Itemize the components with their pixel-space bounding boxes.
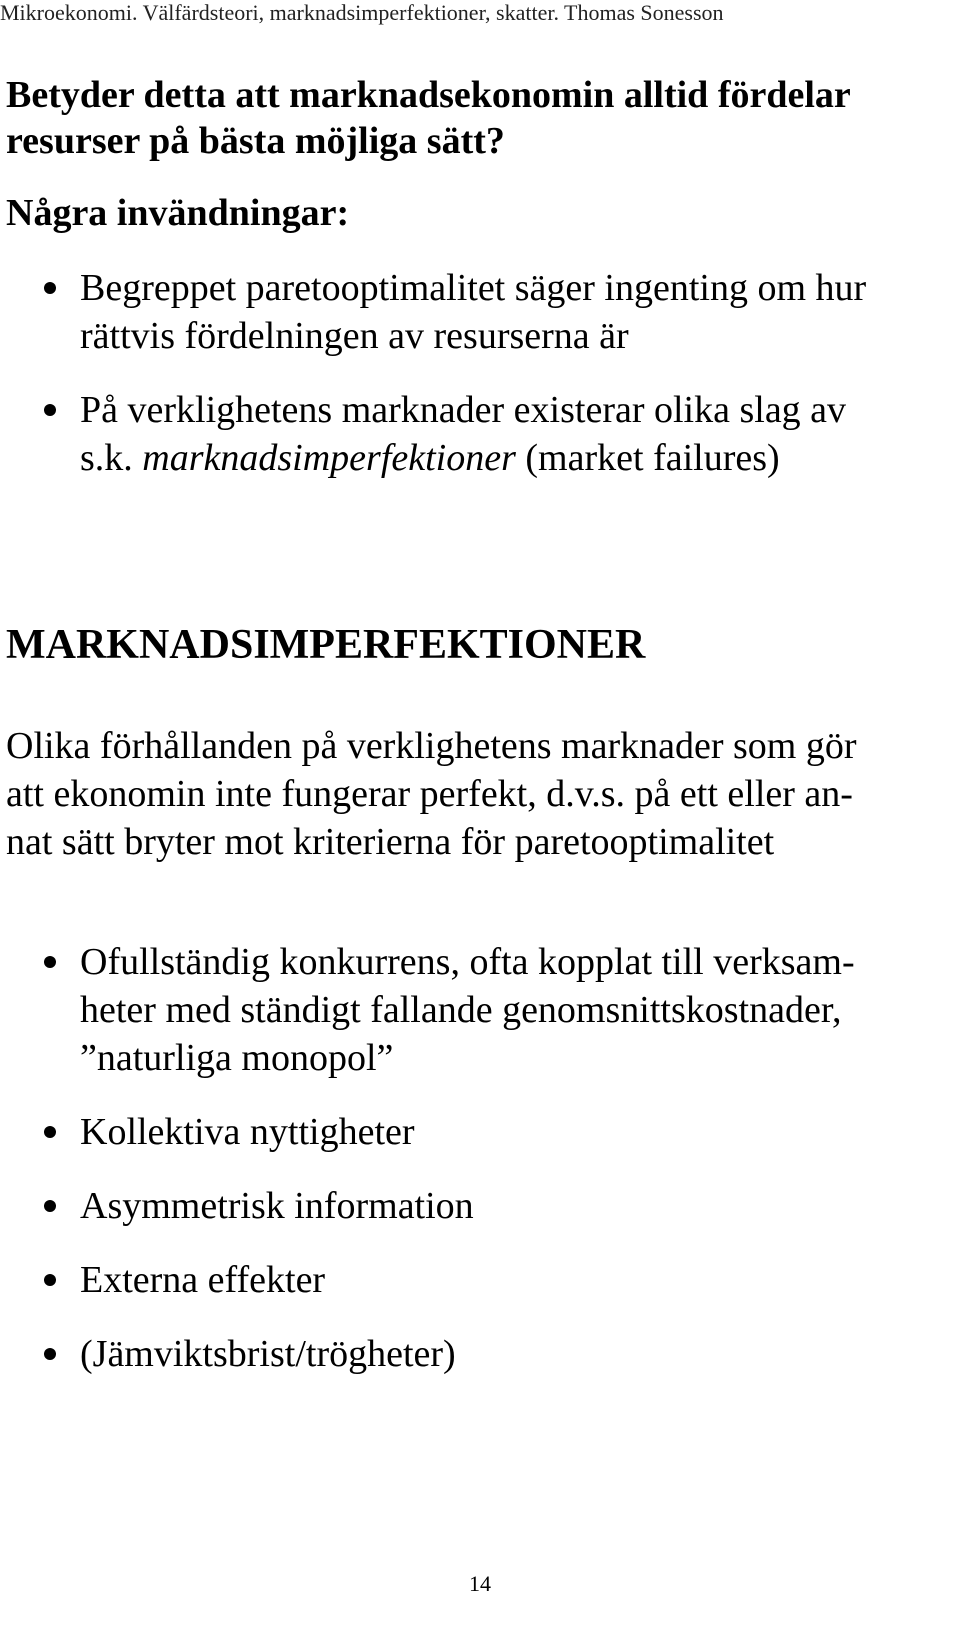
- imperfection-item: [44, 938, 944, 1082]
- objection-text: [80, 386, 944, 482]
- imperfection-text: Externa effekter: [80, 1259, 326, 1301]
- objection-text: [80, 264, 944, 360]
- imperfection-text: [80, 938, 944, 1082]
- objection-item: [44, 386, 944, 482]
- objections-heading: Några invändningar:: [6, 192, 350, 234]
- definition-line: nat sätt bryter mot kriterierna för paretooptimalitet: [6, 821, 775, 863]
- imperfection-text: (Jämviktsbrist/trögheter): [80, 1333, 456, 1375]
- bullet-icon: [44, 404, 56, 416]
- bullet-icon: [44, 1348, 56, 1360]
- page-number: 14: [469, 1571, 491, 1596]
- section-definition: [6, 722, 936, 866]
- imperfection-item: [44, 1182, 944, 1230]
- imperfection-line: heter med ständigt fallande genomsnittskostnader,: [80, 989, 842, 1031]
- objection-line-prefix: s.k.: [80, 437, 143, 479]
- imperfection-line: ”naturliga monopol”: [80, 1037, 394, 1079]
- intro-question-line2: resurser på bästa möjliga sätt?: [6, 120, 505, 162]
- objection-term: marknadsimperfektioner: [142, 437, 516, 479]
- definition-line: Olika förhållanden på verklighetens marknader som gör: [6, 725, 857, 767]
- definition-line: att ekonomin inte fungerar perfekt, d.v.s. på ett eller an-: [6, 773, 853, 815]
- objection-item: [44, 264, 944, 360]
- imperfection-text: Kollektiva nyttigheter: [80, 1111, 415, 1153]
- imperfection-line: Ofullständig konkurrens, ofta kopplat till verksam-: [80, 941, 855, 983]
- bullet-icon: [44, 1274, 56, 1286]
- objection-line-suffix: (market failures): [515, 437, 780, 479]
- objection-line: Begreppet paretooptimalitet säger ingenting om hur: [80, 267, 867, 309]
- imperfection-item: [44, 1330, 944, 1378]
- intro-question-line1: Betyder detta att marknadsekonomin alltid fördelar: [6, 74, 851, 116]
- objection-line: På verklighetens marknader existerar olika slag av: [80, 389, 847, 431]
- imperfection-text: Asymmetrisk information: [80, 1185, 474, 1227]
- running-header: Mikroekonomi. Välfärdsteori, marknadsimperfektioner, skatter. Thomas Sonesson: [0, 0, 724, 25]
- section-heading: MARKNADSIMPERFEKTIONER: [6, 622, 646, 668]
- bullet-icon: [44, 282, 56, 294]
- bullet-icon: [44, 1126, 56, 1138]
- objection-line: rättvis fördelningen av resurserna är: [80, 315, 629, 357]
- imperfection-item: [44, 1256, 944, 1304]
- imperfection-item: [44, 1108, 944, 1156]
- bullet-icon: [44, 956, 56, 968]
- intro-question: [6, 72, 946, 164]
- bullet-icon: [44, 1200, 56, 1212]
